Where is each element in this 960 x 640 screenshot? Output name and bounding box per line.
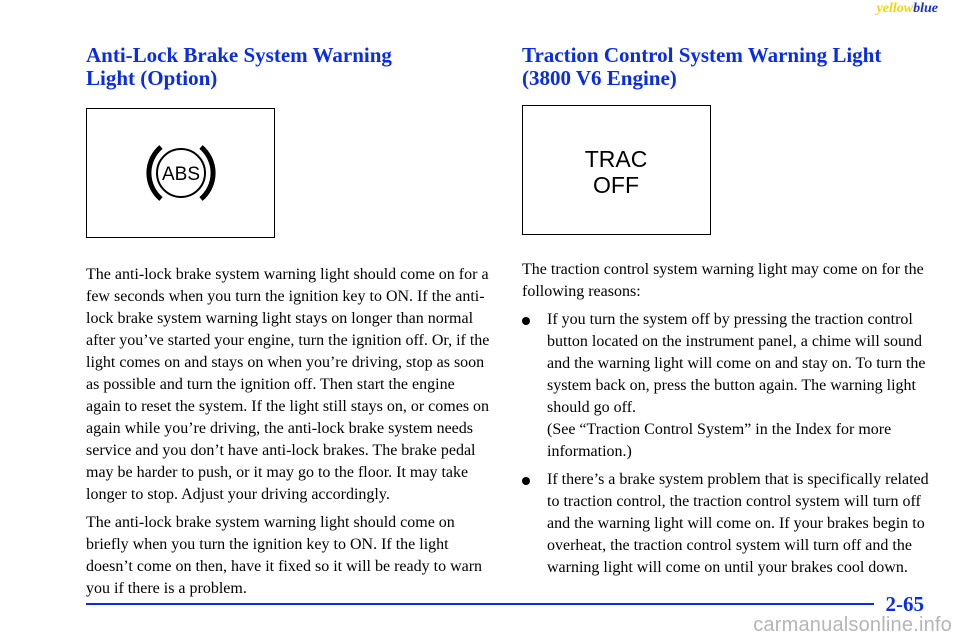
edition-yellow: yellow xyxy=(876,1,914,16)
trac-title-line2: (3800 V6 Engine) xyxy=(522,66,677,90)
abs-title-line1: Anti-Lock Brake System Warning xyxy=(86,43,392,67)
abs-indicator-box xyxy=(86,108,275,238)
watermark: carmanualsonline.info xyxy=(753,614,952,636)
abs-paragraph-1: The anti-lock brake system warning light should come on for a few seconds when you turn the ignition key to ON. If the anti-lock brake system warning light stays on longer than normal after you’ve started your engine, turn the ignition off. Or, if the light comes on and stays on when you’re driving, stop as soon as possible and turn the ignition off. Then start the engine again to reset the system. If the light still stays on, or comes on again while you’re driving, the anti-lock brake system needs service and you don’t have anti-lock brakes. The brake pedal may be harder to push, or it may go to the floor. It may take longer to stop. Adjust your driving accordingly. xyxy=(86,266,490,503)
abs-indicator-label: ABS xyxy=(161,164,201,185)
reason-note: (See “Traction Control System” in the Index for more information.) xyxy=(547,421,892,460)
trac-off-indicator-box xyxy=(522,105,711,235)
abs-body-text xyxy=(86,264,491,606)
footer-rule xyxy=(86,603,874,605)
trac-intro: The traction control system warning light may come on for the following reasons: xyxy=(522,261,924,300)
trac-off-icon xyxy=(523,146,709,198)
trac-indicator-line2: OFF xyxy=(593,172,639,198)
edition-blue: blue xyxy=(913,1,938,16)
bullet-icon xyxy=(522,317,530,325)
abs-title-line2: Light (Option) xyxy=(86,66,218,90)
page-number: 2-65 xyxy=(885,592,924,616)
bullet-icon xyxy=(522,477,530,485)
trac-title-line1: Traction Control System Warning Light xyxy=(522,43,882,67)
list-item xyxy=(522,309,934,463)
edition-label xyxy=(877,1,938,17)
trac-section-title xyxy=(522,44,934,90)
list-item xyxy=(522,469,934,579)
abs-paragraph-2: The anti-lock brake system warning light should come on briefly when you turn the ignition key to ON. If the light doesn’t come on then, have it fixed so it will be ready to warn you if there is a problem. xyxy=(86,514,483,597)
abs-section-title xyxy=(86,44,488,90)
reason-text: If you turn the system off by pressing the traction control button located on the instrument panel, a chime will sound and the warning light will come on and stay on. To turn the system back on, press the button again. The warning light should go off. xyxy=(547,311,926,416)
reason-text: If there’s a brake system problem that is specifically related to traction control, the traction control system will turn off and the warning light will come on. If your brakes begin to overheat, the traction control system will turn off and the warning light will come on until your brakes cool down. xyxy=(547,471,929,576)
trac-reasons-list xyxy=(522,309,934,579)
trac-body-text xyxy=(522,259,934,585)
abs-warning-icon xyxy=(139,139,223,207)
trac-indicator-line1: TRAC xyxy=(584,146,648,172)
